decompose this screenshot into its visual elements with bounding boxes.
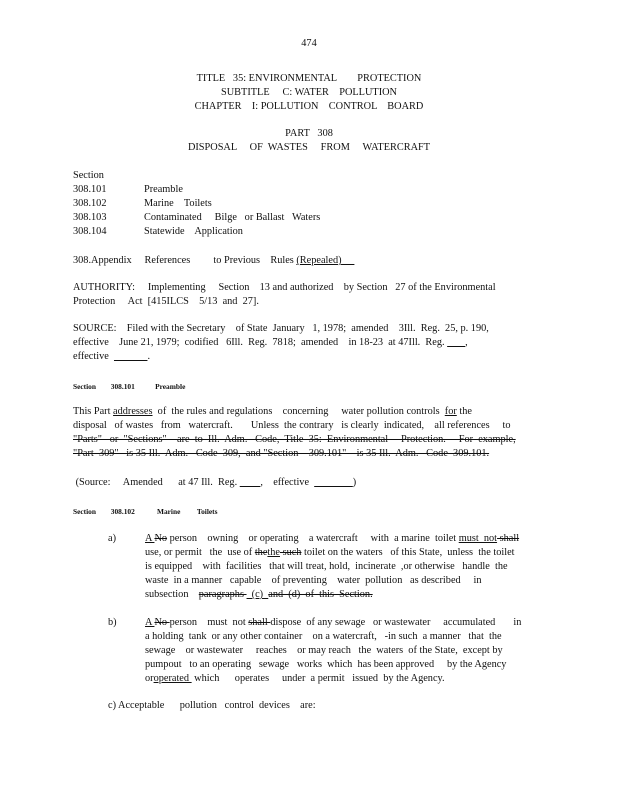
toc-num: 308.104 <box>73 226 107 237</box>
deleted-text: shall <box>497 533 520 544</box>
toc-title: Preamble <box>144 184 183 195</box>
inserted-text: operated <box>153 673 192 684</box>
body-line <box>73 406 472 418</box>
body-line: sewage or wastewater reaches or may reach the waters of the State, except by <box>145 645 503 656</box>
source-text: , <box>465 337 468 348</box>
body-line <box>145 547 515 559</box>
source-text: , effective <box>260 477 315 488</box>
inserted-text: addresses <box>113 406 153 417</box>
body-text: toilet on the waters of this State, unless the toilet <box>301 547 515 558</box>
body-line: is equipped with facilities that will treat, hold, incinerate ,or otherwise handle the <box>145 561 508 572</box>
blank-field <box>240 477 261 488</box>
body-text: use, or permit the use of <box>145 547 255 558</box>
toc-num: 308.102 <box>73 198 107 209</box>
body-text: which operates under a permit issued by the Agency. <box>191 673 445 684</box>
deleted-text: the <box>254 547 268 558</box>
inserted-text: (c) <box>246 589 269 600</box>
inserted-text: for <box>444 406 457 417</box>
section-heading: Section 308.101 Preamble <box>73 382 186 391</box>
source-line: SOURCE: Filed with the Secretary of State January 1, 1978; amended 3Ill. Reg. 25, p. 190, <box>73 323 489 334</box>
toc-num: 308.101 <box>73 184 107 195</box>
body-line: a holding tank or any other container on a watercraft, -in such a manner that the <box>145 631 502 642</box>
source-line <box>73 337 468 349</box>
body-text: of the rules and regulations concerning water pollution controls <box>152 406 445 417</box>
inserted-text: A <box>145 617 155 628</box>
body-text: person owning or operating a watercraft with a marine toilet <box>167 533 459 544</box>
repealed-text: (Repealed) <box>296 255 355 266</box>
body-text: or <box>145 673 154 684</box>
toc-num: 308.103 <box>73 212 107 223</box>
part-title: DISPOSAL OF WASTES FROM WATERCRAFT <box>187 142 431 153</box>
deleted-text: such <box>280 547 302 558</box>
source-text: . <box>147 351 151 362</box>
source-line <box>73 351 150 363</box>
deleted-line: "Parts" or "Sections" are to Ill. Adm. Code, Title 35: Environmental Protection. For example, <box>73 434 516 445</box>
source-text: effective June 21, 1979; codified 6Ill. Reg. 7818; amended in 18-23 at 47Ill. Reg. <box>73 337 448 348</box>
page-number: 474 <box>301 38 317 49</box>
body-text: person must not <box>169 617 249 628</box>
body-text: dispose of any sewage or wastewater accumulated in <box>270 617 522 628</box>
blank-field <box>114 351 147 362</box>
toc-title: Marine Toilets <box>144 198 212 209</box>
item-c-line: c) Acceptable pollution control devices are: <box>108 700 316 711</box>
source-text: ) <box>352 477 357 488</box>
toc-title: Statewide Application <box>144 226 243 237</box>
toc-heading: Section <box>73 170 104 181</box>
deleted-text: No <box>154 533 168 544</box>
body-line <box>145 673 445 685</box>
authority-line: Protection Act [415ILCS 5/13 and 27]. <box>73 296 259 307</box>
title-line: TITLE 35: ENVIRONMENTAL PROTECTION <box>196 73 422 84</box>
body-text: This Part <box>73 406 114 417</box>
blank-field <box>447 337 465 348</box>
body-text: subsection <box>145 589 199 600</box>
subtitle-line: SUBTITLE C: WATER POLLUTION <box>221 87 397 98</box>
source-text: (Source: Amended at 47 Ill. Reg. <box>73 477 240 488</box>
deleted-text: shall <box>248 617 271 628</box>
toc-title: Contaminated Bilge or Ballast Waters <box>144 212 321 223</box>
deleted-text: paragraphs <box>198 589 247 600</box>
authority-line: AUTHORITY: Implementing Section 13 and authorized by Section 27 of the Environmental <box>73 282 496 293</box>
body-line <box>145 589 373 601</box>
deleted-text: No <box>154 617 170 628</box>
section-heading: Section 308.102 Marine Toilets <box>73 507 218 516</box>
chapter-line: CHAPTER I: POLLUTION CONTROL BOARD <box>194 101 424 112</box>
source-text: effective <box>73 351 114 362</box>
part-line: PART 308 <box>285 128 333 139</box>
appendix-text: 308.Appendix References to Previous Rules <box>73 255 297 266</box>
body-line: disposal of wastes from watercraft. Unless the contrary is clearly indicated, all references to <box>73 420 511 431</box>
deleted-text: and (d) of this Section. <box>268 589 373 600</box>
inserted-text: must not <box>458 533 498 544</box>
body-line <box>145 617 521 629</box>
item-label: b) <box>108 617 117 628</box>
body-line: waste in a manner capable of preventing water pollution as described in <box>145 575 482 586</box>
deleted-line: "Part 309" is 35 Ill. Adm. Code 309, and "Section 309.101" is 35 Ill. Adm. Code 309.101. <box>73 448 490 459</box>
blank-field <box>314 477 353 488</box>
toc-appendix <box>73 255 354 267</box>
body-line: pumpout to an operating sewage works which has been approved by the Agency <box>145 659 507 670</box>
item-label: a) <box>108 533 116 544</box>
inserted-text: the <box>267 547 280 558</box>
source-note <box>73 477 356 489</box>
inserted-text: A <box>145 533 155 544</box>
body-text: the <box>456 406 472 417</box>
body-line <box>145 533 519 545</box>
